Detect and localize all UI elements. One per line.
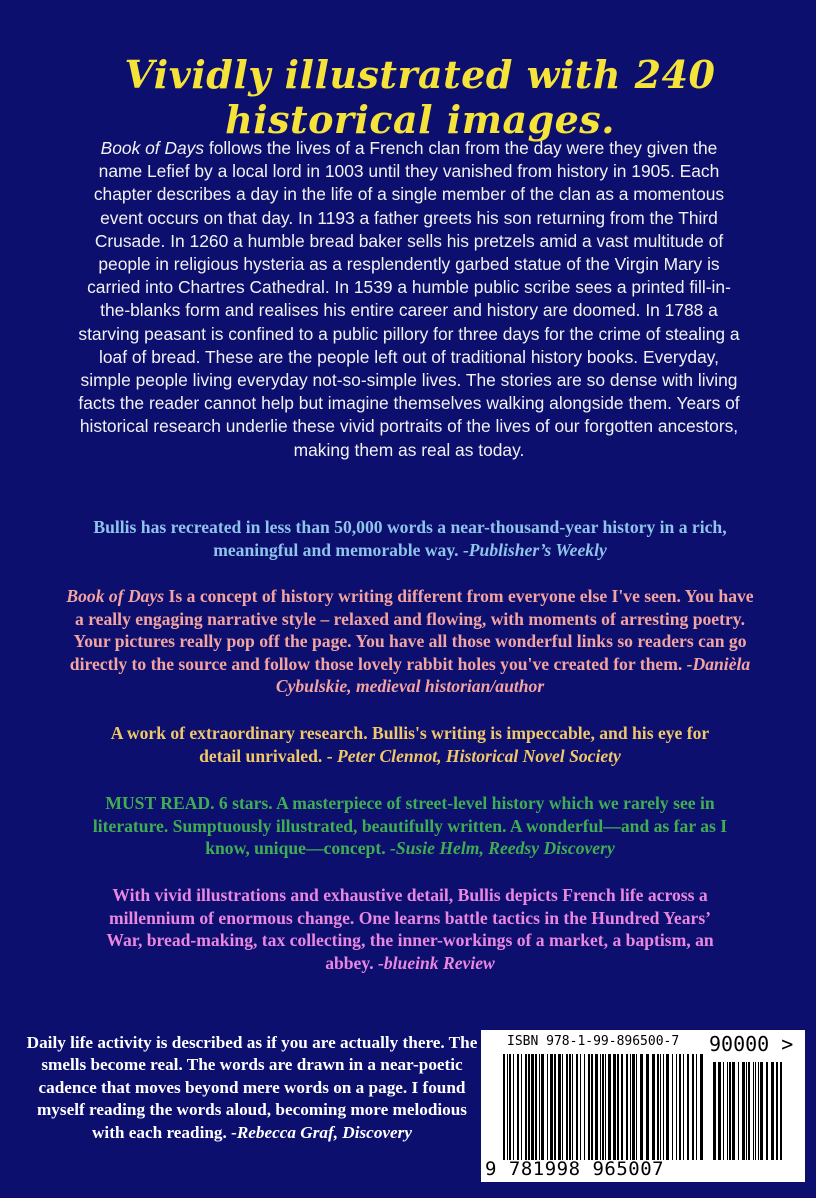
barcode-bar (687, 1054, 689, 1160)
barcode-bar (621, 1054, 623, 1160)
barcode-bar (683, 1054, 684, 1160)
review-graf (26, 1032, 478, 1144)
barcode-bar (580, 1054, 581, 1160)
review-book-title: Book of Days (66, 586, 165, 606)
barcode-bar (617, 1054, 619, 1160)
barcode-bar (760, 1062, 763, 1160)
barcode-bar (535, 1054, 537, 1160)
ean-digits: 9 781998 965007 (485, 1158, 665, 1180)
barcode-bar (766, 1062, 768, 1160)
isbn-label: ISBN 978-1-99-896500-7 (507, 1034, 680, 1049)
barcode-bar (613, 1054, 616, 1160)
review-attribution: -Publisher’s Weekly (462, 539, 607, 560)
review-text: MUST READ. 6 stars. A masterpiece of street-level history which we rarely see in literature. Sumptuously illustrated, beautifully written. A wonderful—and as far as I know, unique—concept. (92, 793, 728, 858)
review-text: Bullis has recreated in less than 50,000 words a near-thousand-year history in a rich, meaningful and memorable way. (93, 517, 727, 560)
review-attribution: -Susie Helm, Reedsy Discovery (390, 838, 615, 858)
barcode-bar (771, 1062, 774, 1160)
review-cybulskie (60, 585, 760, 698)
barcode-bar (531, 1054, 534, 1160)
barcode-bar (632, 1054, 635, 1160)
barcode-bar (547, 1054, 548, 1160)
barcode-bar (569, 1054, 571, 1160)
review-text: A work of extraordinary research. Bullis's writing is impeccable, and his eye for detail unrivaled. - (110, 723, 710, 766)
isbn-barcode (481, 1030, 805, 1182)
barcode-bar (746, 1062, 747, 1160)
barcode-bar (672, 1054, 673, 1160)
price-digits: 90000 (709, 1032, 770, 1056)
barcode-bar (525, 1054, 527, 1160)
headline: Vividly illustrated with 240 historical images. (124, 52, 716, 142)
barcode-bar (727, 1062, 728, 1160)
barcode-bar (554, 1054, 556, 1160)
barcode-bar (780, 1062, 782, 1160)
price-arrow: > (781, 1032, 794, 1056)
barcode-bar (742, 1062, 745, 1160)
barcode-bar (562, 1054, 563, 1160)
barcode-bar (738, 1062, 739, 1160)
barcode-bar (521, 1054, 522, 1160)
review-publishers-weekly (80, 516, 740, 561)
barcode-bar (713, 1062, 716, 1160)
barcode-bar (630, 1054, 631, 1160)
book-description (78, 137, 740, 462)
barcode-bar (640, 1054, 643, 1160)
barcode-bar (652, 1054, 655, 1160)
barcode-bar (657, 1054, 659, 1160)
description-text: follows the lives of a French clan from the day were they given the name Lefief by a local lord in 1003 until they vanished from history in 1905. Each chapter describes a day in the life of a single member of the clan as a momentous event occurs on that day. In 1193 a father greets his son returning from the Third Crusade. In 1260 a humble bread baker sells his pretzels amid a vast multitude of people in religious hysteria as a resplendently garbed statue of the Virgin Mary is carried into Chartres Cathedral. In 1539 a humble public scribe sees a printed fill-in-the-blanks form and realises his entire career and history are doomed. In 1788 a starving peasant is confined to a public pillory for three days for the crime of stealing a loaf of bread. These are the people left out of traditional history books. Everyday, simple people living everyday not-so-simple lives. The stories are so dense with living facts the reader cannot help but imagine themselves walking alongside them. Years of historical research underlie these vivid portraits of the lives of our forgotten ancestors, making them as real as today. (78, 138, 740, 460)
review-attribution: -Danièla Cybulskie, medieval historian/author (275, 653, 751, 696)
barcode-bar (776, 1062, 778, 1160)
barcode-bar (584, 1054, 585, 1160)
barcode-bar (509, 1054, 511, 1160)
price-code (709, 1032, 793, 1056)
barcode-bar (732, 1062, 735, 1160)
barcode-bar (541, 1054, 544, 1160)
review-blueink (100, 884, 720, 974)
barcode-bar (517, 1054, 519, 1160)
barcode-bar (755, 1062, 756, 1160)
review-clennot (100, 722, 720, 767)
barcode-bar (723, 1062, 724, 1160)
review-text: With vivid illustrations and exhaustive detail, Bullis depicts French life across a millennium of enormous change. One learns battle tactics in the Hundred Years’ War, bread-making, tax collecting, the inner-workings of a market, a baptism, an abbey. (106, 885, 714, 973)
barcode-bar (558, 1054, 561, 1160)
book-title: Book of Days (100, 138, 205, 158)
barcode-bar (566, 1054, 568, 1160)
review-helm (80, 792, 740, 860)
barcode-bar (591, 1054, 593, 1160)
barcode-bar (636, 1054, 637, 1160)
barcode-bar (758, 1062, 759, 1160)
barcode-bar (666, 1054, 669, 1160)
barcode-bar (528, 1054, 530, 1160)
barcode-bar (576, 1054, 578, 1160)
barcode-bar (605, 1054, 606, 1160)
barcode-bar (513, 1054, 514, 1160)
barcode-bar (718, 1062, 721, 1160)
review-attribution: -blueink Review (378, 952, 495, 973)
barcode-bar (700, 1054, 703, 1160)
barcode-bar (748, 1062, 750, 1160)
barcode-bar (679, 1054, 681, 1160)
barcode-bar (572, 1054, 573, 1160)
review-text: Daily life activity is described as if you are actually there. The smells become real. The words are drawn in a near-poetic cadence that moves beyond mere words on a page. I found myself reading the words aloud, becoming more melodious with each reading. (26, 1033, 478, 1142)
barcode-bar (602, 1054, 604, 1160)
barcode-bar (676, 1054, 677, 1160)
barcode-bar (663, 1054, 664, 1160)
barcode-bar (539, 1054, 540, 1160)
barcode-bar (600, 1054, 601, 1160)
barcode-bar (696, 1054, 697, 1160)
barcode-bar (660, 1054, 661, 1160)
barcode-bar (595, 1054, 598, 1160)
barcode-bar (550, 1054, 553, 1160)
barcode-bar (753, 1062, 754, 1160)
barcode-bar (503, 1054, 505, 1160)
barcode-bar (608, 1054, 611, 1160)
barcode-bar (507, 1054, 508, 1160)
review-attribution: Peter Clennot, Historical Novel Society (336, 745, 621, 766)
review-text: Is a concept of history writing different from everyone else I've seen. You have a really engaging narrative style – relaxed and flowing, with moments of arresting poetry. Your pictures really pop off the page. You have all those wonderful links so readers can go directly to the source and follow those lovely rabbit holes you've created for them. (69, 586, 754, 674)
barcode-bar (646, 1054, 649, 1160)
review-attribution: -Rebecca Graf, Discovery (231, 1122, 412, 1142)
barcode-bar (729, 1062, 731, 1160)
barcode-bar (588, 1054, 590, 1160)
barcode-bar (626, 1054, 628, 1160)
barcode-bar (692, 1054, 694, 1160)
